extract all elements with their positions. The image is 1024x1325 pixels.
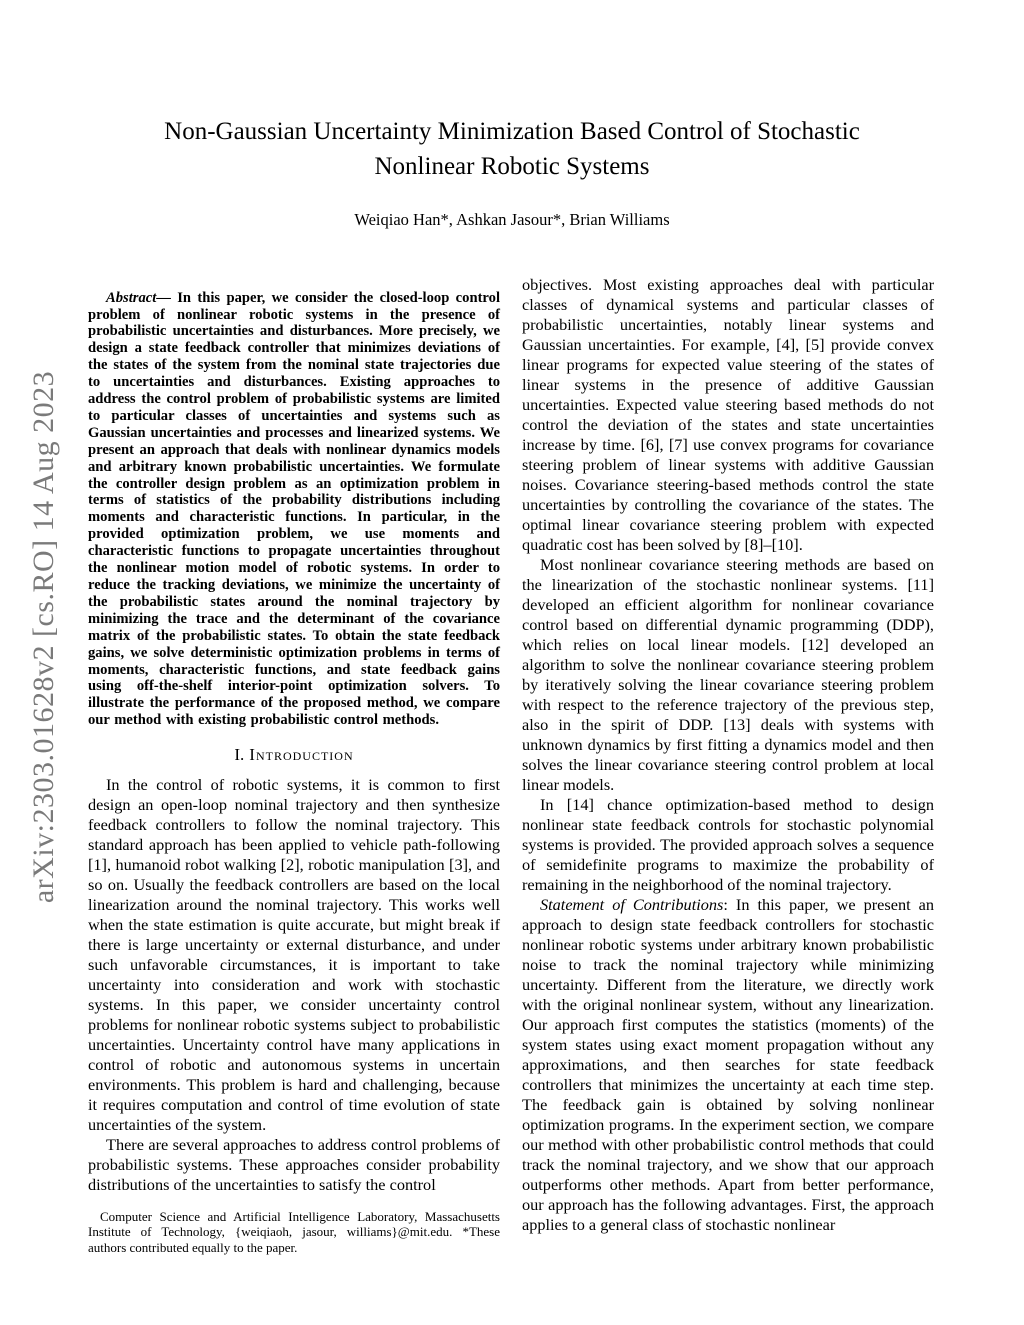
right-column xyxy=(522,275,934,1255)
abstract-text: — In this paper, we consider the closed-loop control problem of nonlinear robotic systems in the presence of probabilistic uncertainties and disturbances. More precisely, we design a state feedback controller that minimizes deviations of the states of the system from the nominal state trajectories due to uncertainties and disturbances. Existing approaches to address the control problem of probabilistic systems are limited to particular classes of uncertainties and systems such as Gaussian uncertainties and processes and linearized systems. We present an approach that deals with nonlinear dynamics models and arbitrary known probabilistic uncertainties. We formulate the controller design problem as an optimization problem in terms of statistics of the probability distributions including moments and characteristic functions. In particular, in the provided optimization problem, we use moments and characteristic functions to propagate uncertainties throughout the nonlinear motion model of robotic systems. In order to reduce the tracking deviations, we minimize the uncertainty of the probabilistic states around the nominal trajectory by minimizing the trace and the determinant of the covariance matrix of the probabilistic states. To obtain the state feedback gains, we solve deterministic optimization problems in terms of moments, characteristic functions, and state feedback gains using off-the-shelf interior-point optimization solvers. To illustrate the performance of the proposed method, we compare our method with existing probabilistic control methods. xyxy=(88,289,500,729)
two-column-body xyxy=(0,275,1024,1255)
right-paragraph-1: objectives. Most existing approaches deal with particular classes of dynamical systems and particular classes of probabilistic uncertainties, notably linear systems and Gaussian uncertainties. For example, [4], [5] provide convex linear programs for expected value steering of the states of linear systems in the presence of additive Gaussian uncertainties. Expected value steering based methods do not control the deviation of the states and state uncertainties increase by time. [6], [7] use convex programs for covariance steering problem of linear systems with additive Gaussian noises. Covariance steering-based methods control the state uncertainties by controlling the covariance of the states. The optimal linear covariance steering problem with expected quadratic cost has been solved by [8]–[10]. xyxy=(522,275,934,554)
section-title: Introduction xyxy=(249,745,354,765)
statement-of-contributions-text: : In this paper, we present an approach to design state feedback controllers for stochastic nonlinear robotic systems under arbitrary known probabilistic noise to track the nominal trajectory while minimizing uncertainty. Different from the literature, we directly work with the original nonlinear system, without any linearization. Our approach first computes the statistics (moments) of the system states using exact moment propagation without any approximations, and then searches for state feedback controllers that minimizes the uncertainty at each time step. The feedback gain is obtained by solving nonlinear optimization programs. In the experiment section, we compare our method with other probabilistic control methods that could track the nominal trajectory, and we show that our approach outperforms other methods. Apart from better performance, our approach has the following advantages. First, the approach applies to a general class of stochastic nonlinear xyxy=(522,895,934,1234)
statement-of-contributions-label: Statement of Contributions xyxy=(540,895,724,914)
section-heading-introduction xyxy=(88,745,500,765)
abstract-paragraph xyxy=(88,290,500,730)
paper-title: Non-Gaussian Uncertainty Minimization Based Control of Stochastic Nonlinear Robotic Systems xyxy=(164,118,860,180)
arxiv-watermark: arXiv:2303.01628v2 [cs.RO] 14 Aug 2023 xyxy=(27,370,60,904)
right-paragraph-3: In [14] chance optimization-based method to design nonlinear state feedback controls for stochastic polynomial systems is provided. The provided approach solves a sequence of semidefinite programs to maximize the probability of remaining in the neighborhood of the nominal trajectory. xyxy=(522,795,934,894)
intro-paragraph-2: There are several approaches to address control problems of probabilistic systems. These approaches consider probability distributions of the uncertainties to satisfy the control xyxy=(88,1135,500,1195)
intro-paragraph-1: In the control of robotic systems, it is common to first design an open-loop nominal trajectory and then synthesize feedback controllers to follow the nominal trajectory. This standard approach has been applied to vehicle path-following [1], humanoid robot walking [2], robotic manipulation [3], and so on. Usually the feedback controllers are based on the local linearization around the nominal trajectory. This works well when the state estimation is quite accurate, but might break if there is large uncertainty or external disturbance, and under such unfavorable circumstances, it is important to take uncertainty into consideration and work with stochastic systems. In this paper, we consider uncertainty control problems for nonlinear robotic systems subject to probabilistic uncertainties. Uncertainty control have many applications in control of robotic and autonomous systems in uncertain environments. This problem is hard and challenging, because it requires computation and control of time evolution of state uncertainties of the system. xyxy=(88,775,500,1135)
right-paragraph-2: Most nonlinear covariance steering methods are based on the linearization of the stochastic nonlinear systems. [11] developed an efficient algorithm for nonlinear covariance control based on differential dynamic programming (DDP), which relies on local linear models. [12] developed an algorithm to solve the nonlinear covariance steering problem by iteratively solving the linear covariance steering problem with respect to the reference trajectory of the previous step, also in the spirit of DDP. [13] deals with systems with unknown dynamics by first fitting a dynamics model and then solves the linear covariance steering control problem at local linear models. xyxy=(522,555,934,794)
section-number: I. xyxy=(234,745,245,765)
right-paragraph-4 xyxy=(522,895,934,1235)
abstract-label: Abstract xyxy=(106,289,157,306)
paper-authors: Weiqiao Han*, Ashkan Jasour*, Brian Williams xyxy=(354,210,670,229)
author-affiliation-footnote: Computer Science and Artificial Intelligence Laboratory, Massachusetts Institute of Technology, {weiqiaoh, jasour, williams}@mit.edu. *These authors contributed equally to the paper. xyxy=(88,1209,500,1255)
left-column xyxy=(88,275,500,1255)
